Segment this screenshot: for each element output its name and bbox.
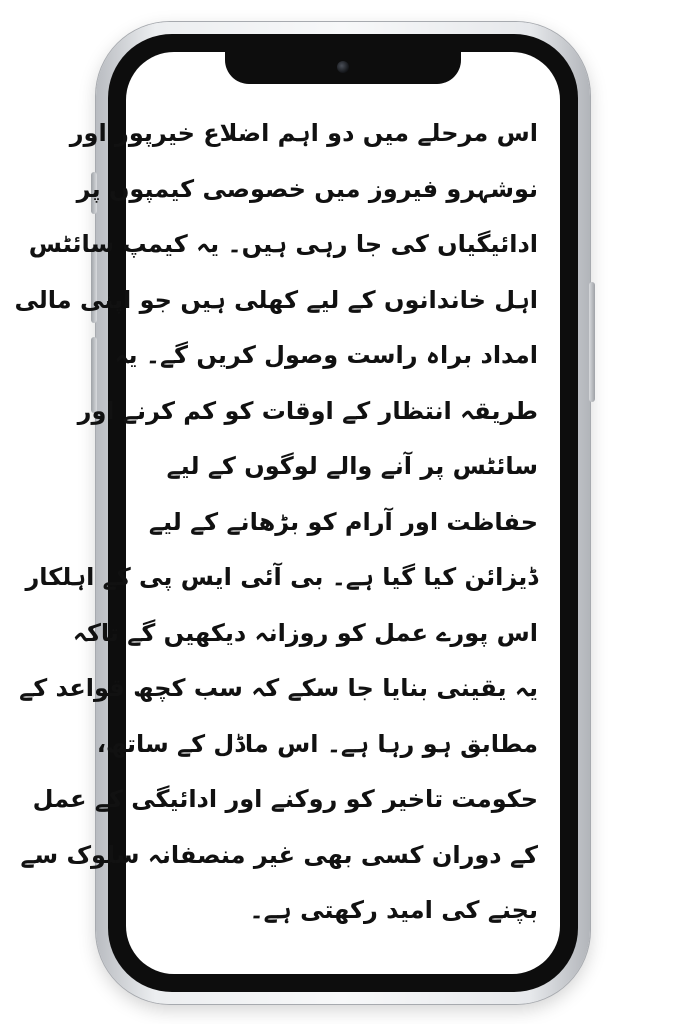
article-line: مطابق ہو رہا ہے۔ اس ماڈل کے ساتھ، [96,729,538,758]
article-line: سائٹس پر آنے والے لوگوں کے لیے [166,452,538,480]
article-line: حفاظت اور آرام کو بڑھانے کے لیے [148,507,538,536]
phone-bezel [14,34,578,992]
camera-icon [337,61,349,73]
article-line: اس پورے عمل کو روزانہ دیکھیں گے تاکہ [72,618,538,647]
phone-screen [14,52,560,974]
article-line: یہ یقینی بنایا جا سکے کہ سب کچھ قواعد کے [19,674,538,702]
article-line: کے دوران کسی بھی غیر منصفانہ سلوک سے [20,840,538,869]
notch [225,52,461,84]
article-line: امداد براہ راست وصول کریں گے۔ یہ [114,341,538,369]
article-line: ادائیگیاں کی جا رہی ہیں۔ یہ کیمپ سائٹس [28,230,538,258]
article-line: طریقہ انتظار کے اوقات کو کم کرنے اور [77,396,538,425]
article-line: نوشہرو فیروز میں خصوصی کیمپوں پر [76,174,538,203]
article-line: اہل خاندانوں کے لیے کھلی ہیں جو اپنی مالی [14,285,538,314]
article-line: حکومت تاخیر کو روکنے اور ادائیگی کے عمل [32,785,538,813]
phone-frame [14,22,590,1004]
article-line: اس مرحلے میں دو اہم اضلاع خیرپور اور [69,119,538,147]
article-text [14,106,538,939]
article-line: بچنے کی امید رکھتی ہے۔ [249,896,538,924]
article-line: ڈیزائن کیا گیا ہے۔ بی آئی ایس پی کے اہلکار [25,563,538,591]
power-button [589,282,595,402]
